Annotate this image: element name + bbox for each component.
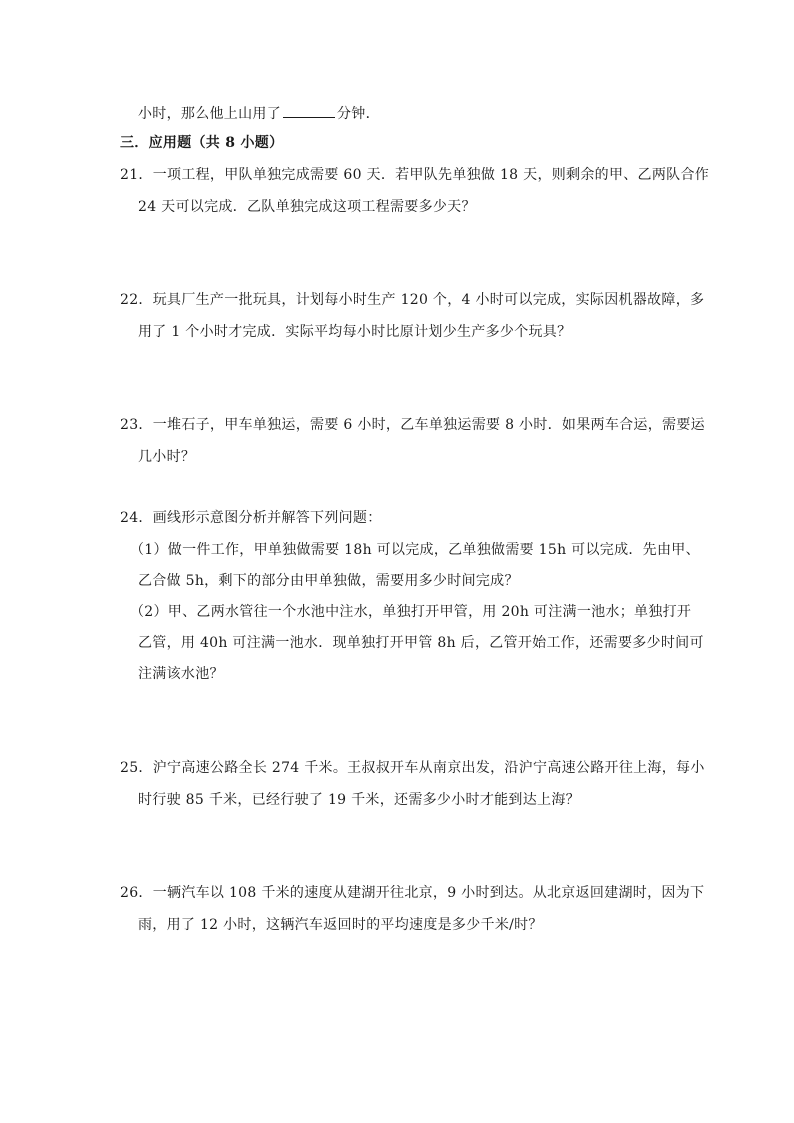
continuation-text-after: 分钟． — [337, 106, 380, 122]
question-25-line-2: 时行驶 85 千米，已经行驶了 19 千米，还需多少小时才能到达上海？ — [138, 792, 580, 808]
question-26-line-1: 26．一辆汽车以 108 千米的速度从建湖开往北京，9 小时到达。从北京返回建湖时，因为下 — [120, 885, 705, 901]
question-21-line-1: 21．一项工程，甲队单独完成需要 60 天．若甲队先单独做 18 天，则剩余的甲、乙两队合作 — [120, 167, 710, 183]
question-23-line-1: 23．一堆石子，甲车单独运，需要 6 小时，乙车单独运需要 8 小时．如果两车合运，需要运 — [120, 417, 705, 433]
question-22-line-1: 22．玩具厂生产一批玩具，计划每小时生产 120 个，4 小时可以完成，实际因机器故障，多 — [120, 292, 705, 308]
question-23-line-2: 几小时？ — [138, 449, 196, 465]
continuation-line — [138, 103, 380, 124]
section-heading: 三．应用题（共 8 小题） — [120, 135, 284, 151]
question-24-line-4: （2）甲、乙两水管往一个水池中注水，单独打开甲管，用 20h 可注满一池水；单独打开 — [130, 604, 692, 620]
question-21-line-2: 24 天可以完成．乙队单独完成这项工程需要多少天？ — [138, 199, 476, 215]
question-26-line-2: 雨，用了 12 小时，这辆汽车返回时的平均速度是多少千米/时？ — [138, 917, 543, 933]
answer-blank — [283, 103, 335, 118]
continuation-text-before: 小时，那么他上山用了 — [138, 106, 281, 122]
question-22-line-2: 用了 1 个小时才完成．实际平均每小时比原计划少生产多少个玩具？ — [138, 324, 572, 340]
question-24-line-3: 乙合做 5h，剩下的部分由甲单独做，需要用多少时间完成？ — [138, 573, 519, 589]
question-24-line-5: 乙管，用 40h 可注满一池水．现单独打开甲管 8h 后，乙管开始工作，还需要多少时间可 — [138, 635, 704, 651]
question-24-line-2: （1）做一件工作，甲单独做需要 18h 可以完成，乙单独做需要 15h 可以完成．先由甲、 — [130, 542, 700, 558]
question-24-line-1: 24．画线形示意图分析并解答下列问题： — [120, 510, 382, 526]
question-24-line-6: 注满该水池？ — [138, 666, 224, 682]
question-25-line-1: 25．沪宁高速公路全长 274 千米。王叔叔开车从南京出发，沿沪宁高速公路开往上海，每小 — [120, 760, 705, 776]
